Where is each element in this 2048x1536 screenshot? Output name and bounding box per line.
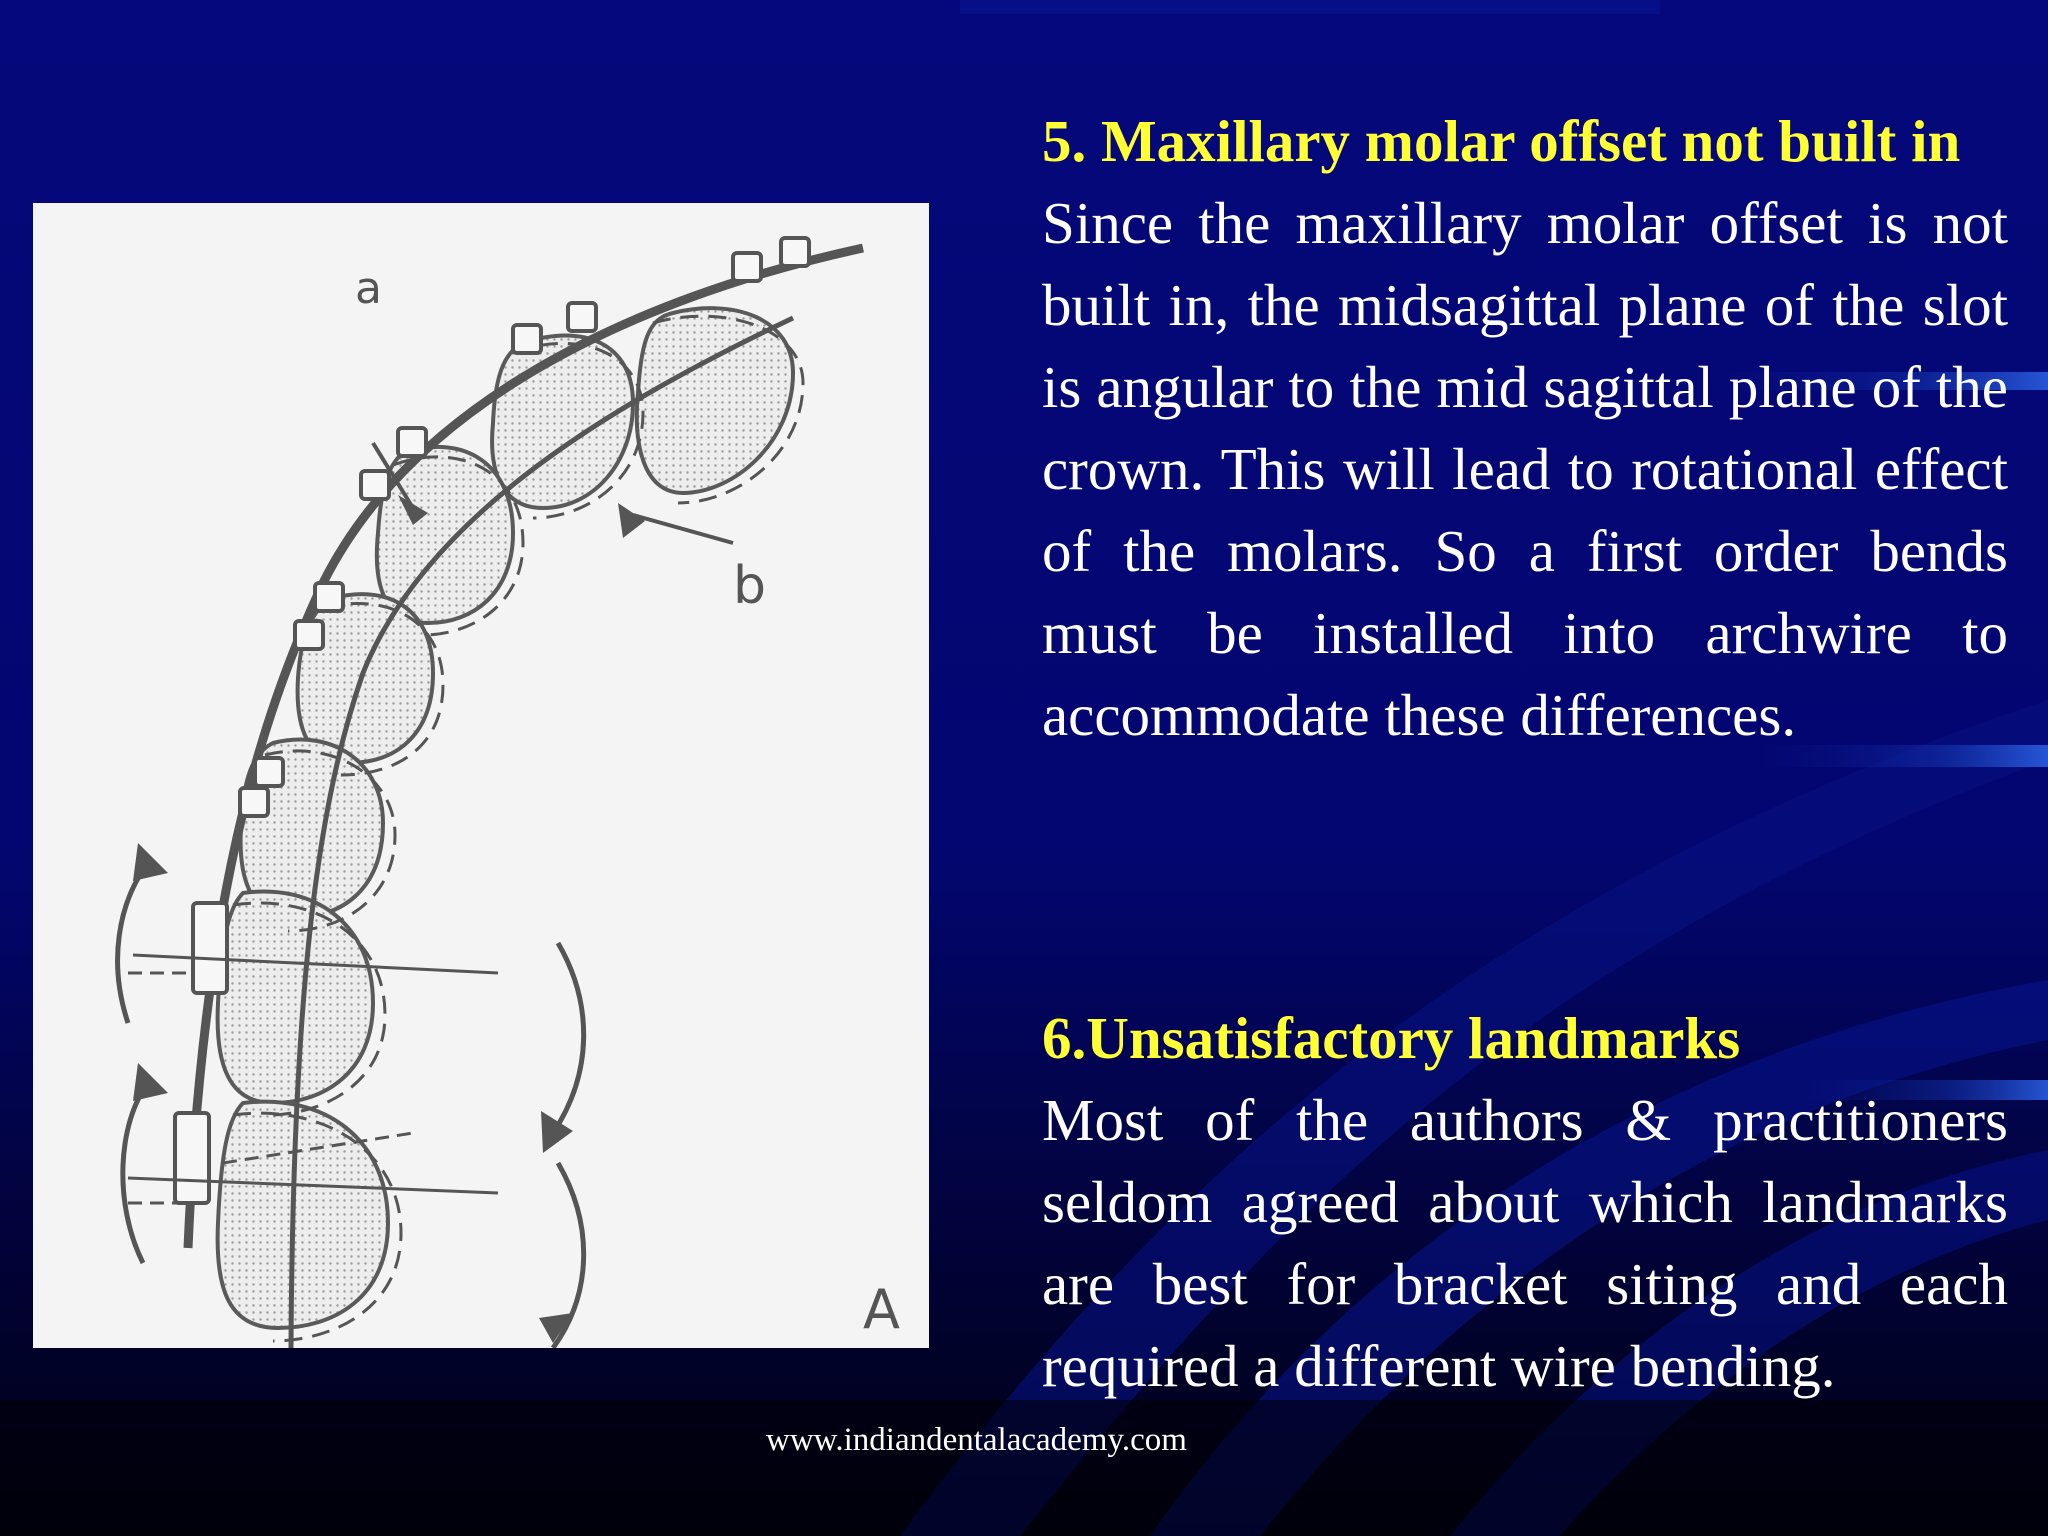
label-panel-a: A: [863, 1278, 900, 1341]
section-6-body: Most of the authors & practitioners seldom agreed about which landmarks are best for bracket siting and each required a different wire bending.: [1042, 1087, 2008, 1399]
section-5: [1042, 100, 2008, 756]
section-6-heading: 6.Unsatisfactory landmarks: [1042, 1005, 1741, 1071]
molar-offset-diagram: [33, 203, 929, 1348]
section-5-heading: 5. Maxillary molar offset not built in: [1042, 108, 1961, 174]
label-a: a: [355, 263, 382, 314]
section-6: [1042, 997, 2008, 1407]
label-b: b: [733, 556, 767, 616]
footer-url: www.indiandentalacademy.com: [766, 1422, 1187, 1458]
dental-arch-illustration: [33, 203, 929, 1348]
section-5-body: Since the maxillary molar offset is not built in, the midsagittal plane of the slot is angular to the mid sagittal plane of the crown. This will lead to rotational effect of the molars. So a first order bends must be installed into archwire to accommodate these differences.: [1042, 190, 2008, 748]
